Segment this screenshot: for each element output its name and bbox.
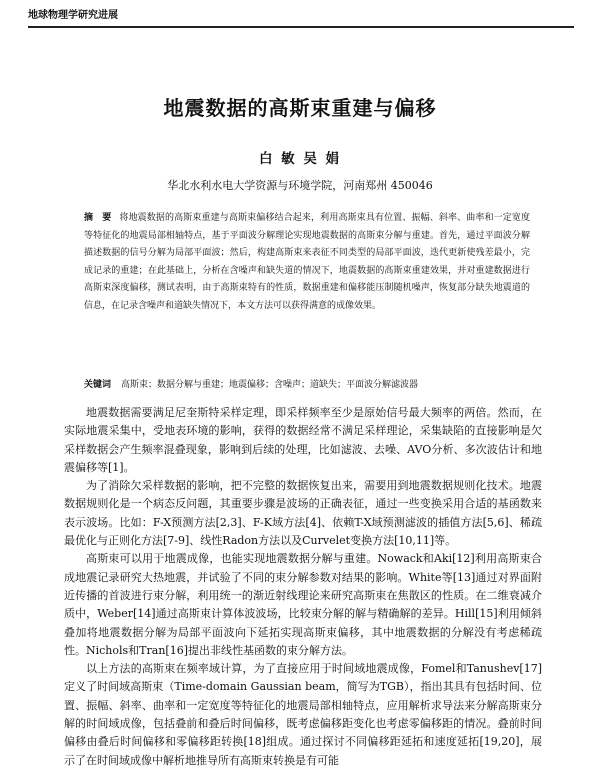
- paragraph: 为了消除欠采样数据的影响，把不完整的数据恢复出来，需要用到地震数据规则化技术。地震数据规则化是一个病态反问题，其重要步骤是波场的正确表征，通过一些变换采用合适的基函数来表示波场。比如：F-X预测方法[2,3]、F-K域方法[4]、依赖T-X域预测滤波的插值方法[5,6]、稀疏最优化与正则化方法[7-9]、线性Radon方法以及Curvelet变换方法[10,11]等。: [64, 479, 542, 548]
- keywords-text: 高斯束；数据分解与重建；地震偏移；含噪声；道缺失；平面波分解滤波器: [121, 380, 419, 390]
- abstract-text: 将地震数据的高斯束重建与高斯束偏移结合起来，利用高斯束具有位置、振幅、斜率、曲率和一定宽度等特征化的地震局部相轴特点，基于平面波分解理论实现地震数据的高斯束分解与重建。首先，通过平面波分解描述数据的信号分解为局部平面波；然后，构建高斯束来表征不同类型的局部平面波，迭代更新使残差最小，完成记录的重建；在此基础上，分析在含噪声和缺失道的情况下，地震数据的高斯束重建效果，并对重建数据进行高斯束深度偏移，测试表明，由于高斯束特有的性质，数据重建和偏移能压制随机噪声，恢复部分缺失地震道的信息，在记录含噪声和道缺失情况下，本文方法可以获得满意的成像效果。: [84, 213, 530, 311]
- paragraph: 地震数据需要满足尼奎斯特采样定理，即采样频率至少是原始信号最大频率的两倍。然而，在实际地震采集中，受地表环境的影响，获得的数据经常不满足采样理论，采集缺陷的直接影响是欠采样数据会产生频率混叠现象，影响到后续的处理，比如滤波、去噪、AVO分析、多次波估计和地震偏移等[1]。: [64, 406, 542, 474]
- authors: 白 敏 吴 娟: [258, 151, 342, 167]
- keywords: [84, 377, 544, 393]
- body-text: [64, 404, 542, 770]
- paper-title: 地震数据的高斯束重建与偏移: [163, 96, 437, 120]
- abstract: [84, 210, 530, 316]
- keywords-label: 关键词: [84, 380, 112, 390]
- abstract-label: 摘 要: [84, 213, 112, 223]
- running-header: [28, 6, 574, 28]
- paragraph: 以上方法的高斯束在频率域计算，为了直接应用于时间域地震成像，Fomel和Tanushev[17]定义了时间域高斯束（Time-domain Gaussian beam，简写为TGB），指出其具有包括时间、位置、振幅、斜率、曲率和一定宽度等特征化的地震局部相轴特点，应用解析求导法来分解高斯束分解的时间域成像，包括叠前和叠后时间偏移，既考虑偏移距变化也考虑零偏移距的情况。叠前时间偏移由叠后时间偏移和零偏移距转换[18]组成。通过探讨不同偏移距延拓和速度延拓[19,20]，展示了在时间域成像中解析地推导所有高斯束转换是有可能: [64, 662, 542, 767]
- paragraph: 高斯束可以用于地震成像，也能实现地震数据分解与重建。Nowack和Aki[12]利用高斯束合成地震记录研究大热地震，并试验了不同的束分解参数对结果的影响。White等[13]通过对界面附近传播的首波进行束分解，利用统一的渐近射线理论来研究高斯束在焦散区的性质。在二维衰减介质中，Weber[14]通过高斯束计算体波波场，比较束分解的解与精确解的差异。Hill[15]利用倾斜叠加将地震数据分解为局部平面波向下延拓实现高斯束偏移，其中地震数据的分解没有考虑稀疏性。Nichols和Tran[16]提出非线性基函数的束分解方法。: [64, 552, 542, 657]
- affiliation: 华北水利水电大学资源与环境学院，河南郑州 450046: [167, 179, 433, 192]
- journal-name: 地球物理学研究进展: [28, 10, 118, 21]
